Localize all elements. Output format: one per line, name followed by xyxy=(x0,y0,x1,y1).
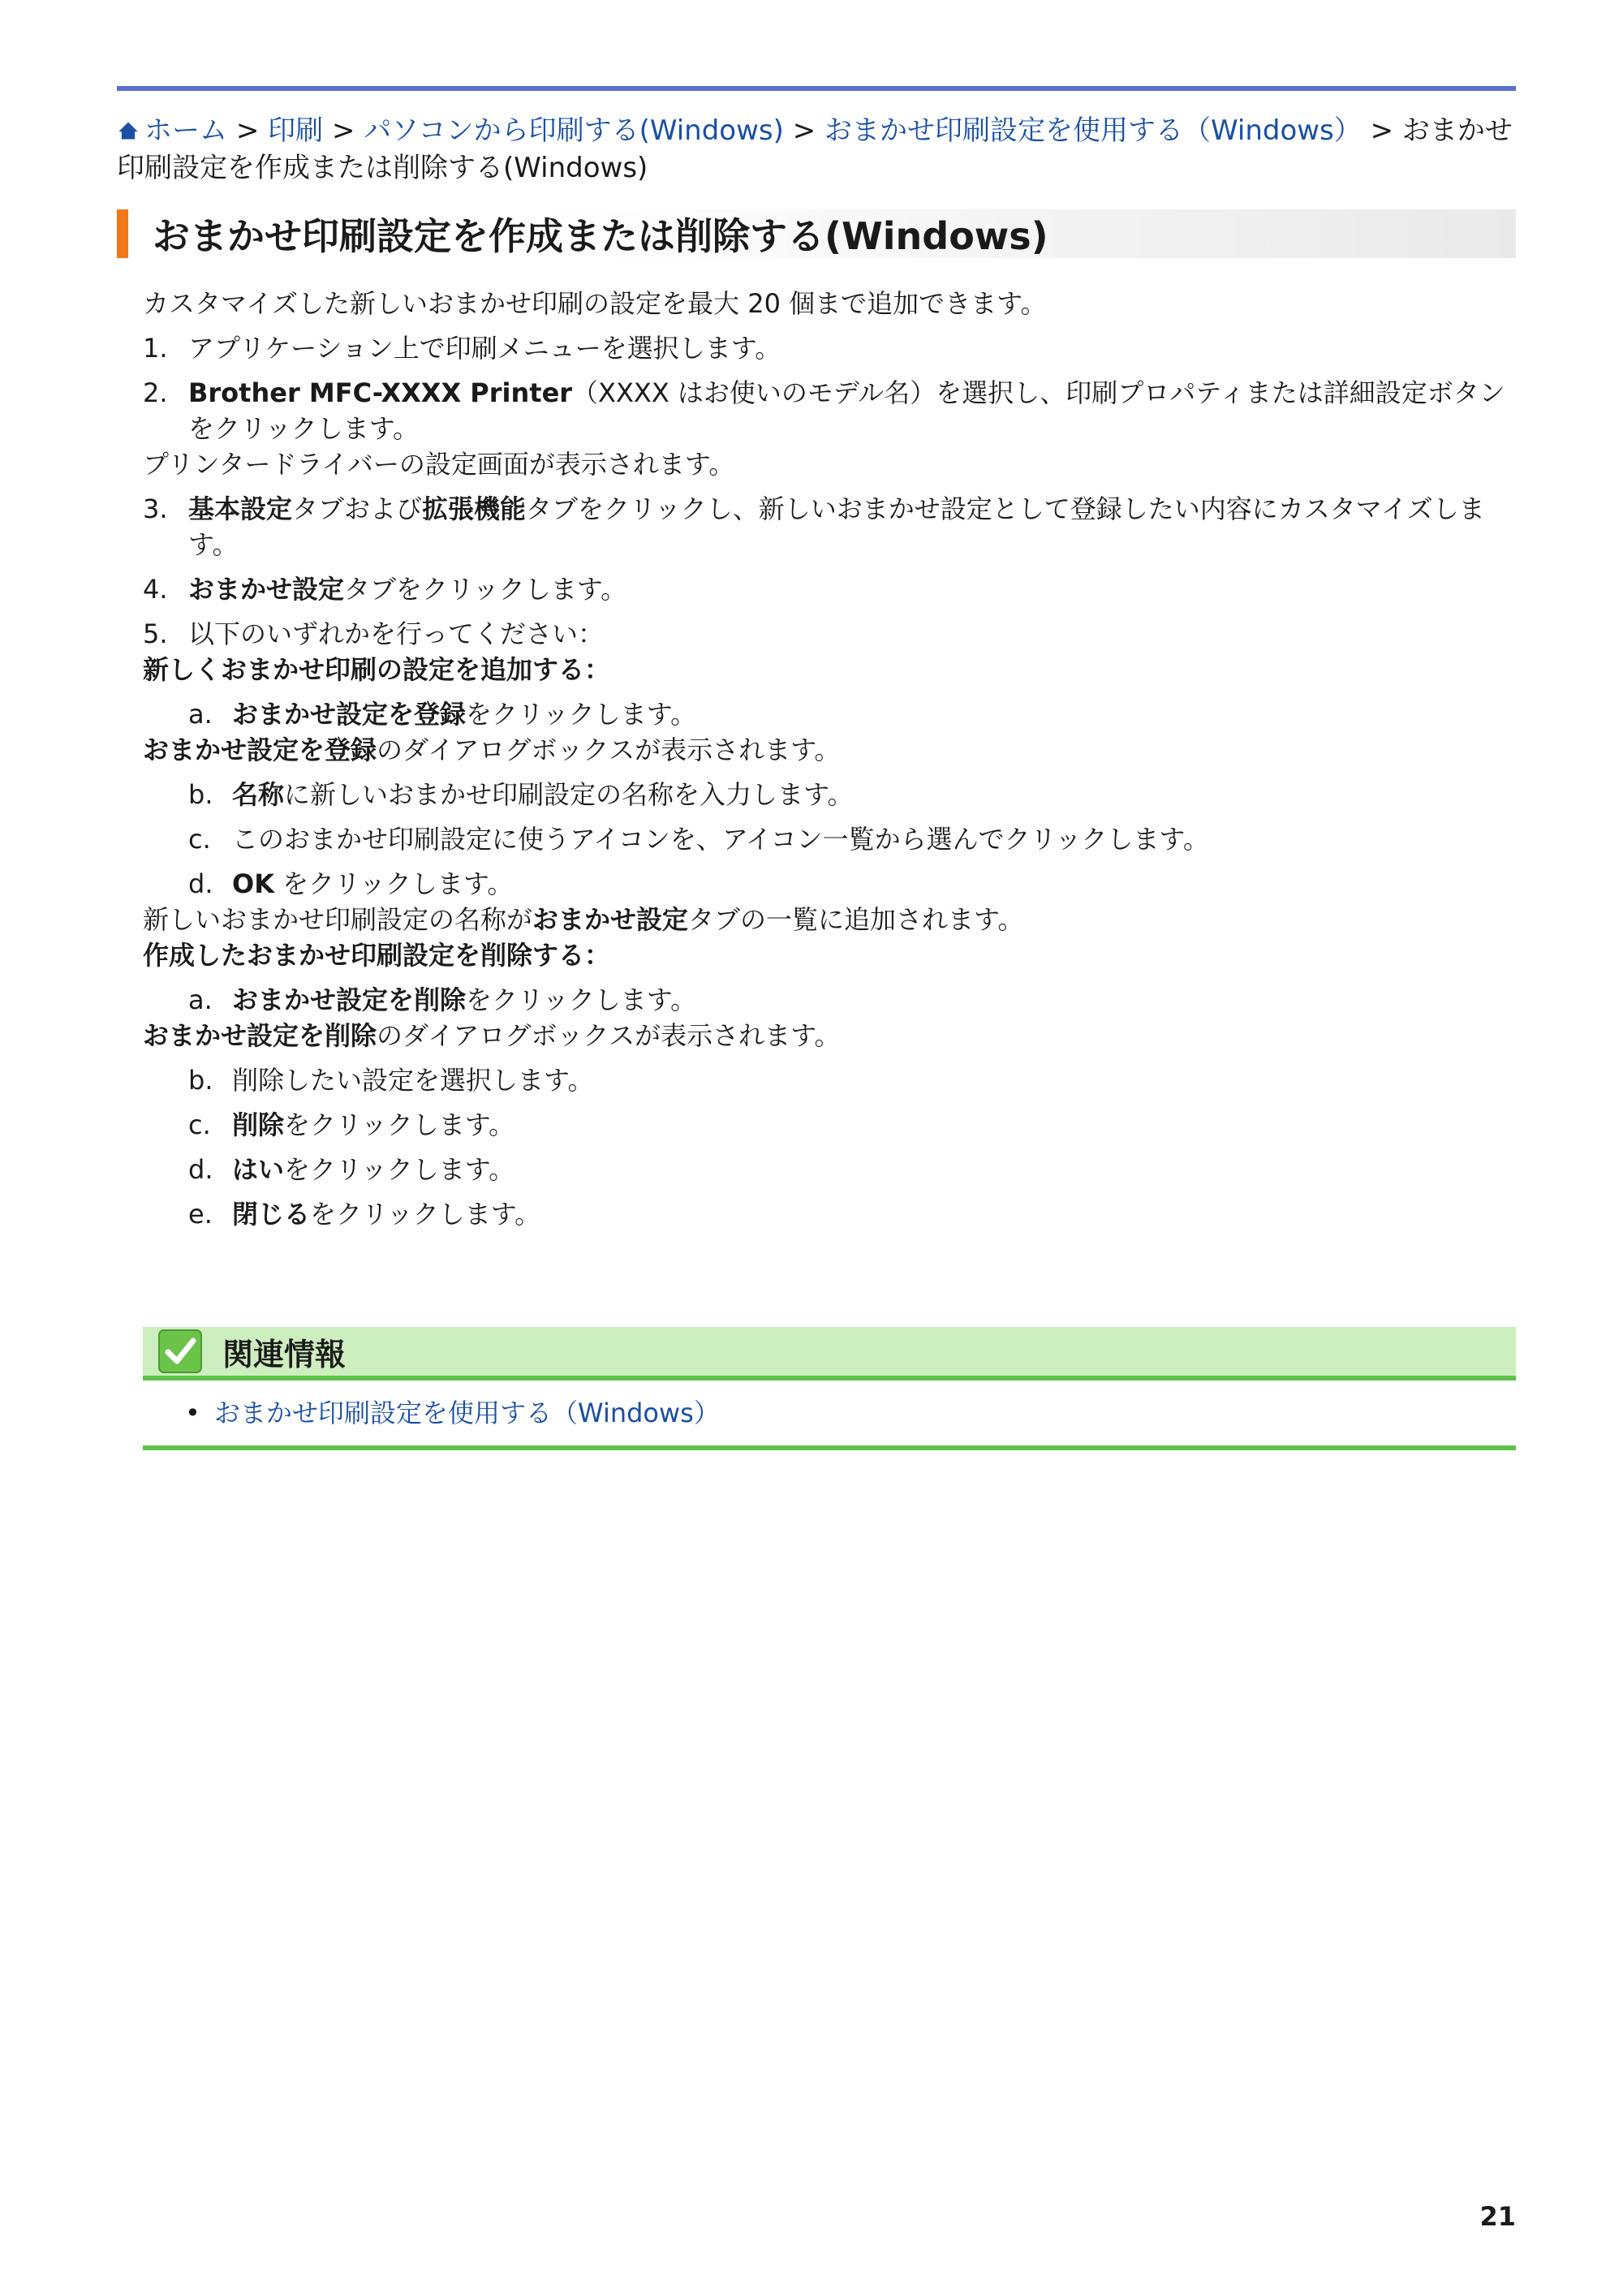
intro-text: カスタマイズした新しいおまかせ印刷の設定を最大 20 個まで追加できます。 xyxy=(143,288,1047,319)
substep-bold-text: 削除 xyxy=(232,1109,285,1140)
step-bold-text: 拡張機能 xyxy=(422,493,527,524)
breadcrumb-separator: > xyxy=(792,114,816,147)
substep-letter: d. xyxy=(188,868,213,899)
checkmark-icon xyxy=(157,1329,203,1374)
substep-letter: a. xyxy=(188,699,213,730)
delete-section-heading: 作成したおまかせ印刷設定を削除する： xyxy=(143,940,611,971)
substep-letter: c. xyxy=(188,1109,211,1140)
breadcrumb-separator: > xyxy=(235,114,260,147)
add-step-c xyxy=(143,821,1516,857)
substep-bold-text: OK xyxy=(232,868,274,899)
breadcrumb-separator: > xyxy=(1370,114,1394,147)
delete-step-a-note: おまかせ設定を削除のダイアログボックスが表示されます。 xyxy=(143,1020,841,1051)
step-text: アプリケーション上で印刷メニューを選択します。 xyxy=(188,333,781,364)
add-step-b xyxy=(143,777,1516,812)
substep-text: をクリックします。 xyxy=(284,1109,515,1140)
page-title: おまかせ印刷設定を作成または削除する(Windows) xyxy=(153,214,1048,258)
substep-bold-text: 名称 xyxy=(232,779,285,810)
related-info-box xyxy=(143,1327,1516,1450)
substep-letter: e. xyxy=(188,1199,213,1230)
title-accent-bar xyxy=(117,209,128,258)
step-bold-text: Brother MFC-XXXX Printer xyxy=(188,377,573,408)
step-3 xyxy=(143,491,1516,562)
step-text: 以下のいずれかを行ってください： xyxy=(188,618,605,649)
main-content xyxy=(143,286,1516,1232)
step-number: 4. xyxy=(143,574,168,605)
substep-letter: b. xyxy=(188,1065,213,1096)
breadcrumb-link-omakase[interactable]: おまかせ印刷設定を使用する（Windows） xyxy=(824,114,1362,147)
breadcrumb-home-link[interactable]: ホーム xyxy=(144,114,227,147)
step-bold-text: おまかせ設定 xyxy=(188,574,345,605)
step-1 xyxy=(143,330,1516,366)
substep-bold-text: はい xyxy=(232,1154,285,1185)
delete-step-b xyxy=(143,1062,1516,1098)
add-step-d-note: 新しいおまかせ印刷設定の名称がおまかせ設定タブの一覧に追加されます。 xyxy=(143,904,1024,935)
list-item xyxy=(143,1395,1516,1431)
delete-step-d xyxy=(143,1152,1516,1187)
substep-bold-text: おまかせ設定を登録 xyxy=(232,699,467,730)
step-text: （XXXX はお使いのモデル名）を選択し、印刷プロパティまたは詳細設定ボタンをクリックします。 xyxy=(188,377,1505,444)
substep-text: をクリックします。 xyxy=(284,1154,515,1185)
breadcrumb-link-pc-print[interactable]: パソコンから印刷する(Windows) xyxy=(364,114,784,147)
delete-step-c xyxy=(143,1107,1516,1143)
page-number: 21 xyxy=(1479,2201,1516,2232)
step-text: タブおよび xyxy=(292,493,423,524)
step-number: 5. xyxy=(143,618,168,649)
substep-text: このおまかせ印刷設定に使うアイコンを、アイコン一覧から選んでクリックします。 xyxy=(232,824,1209,855)
breadcrumb-current-cont: 印刷設定を作成または削除する(Windows) xyxy=(117,152,648,184)
step-text: タブをクリックします。 xyxy=(344,574,627,605)
step-number: 1. xyxy=(143,333,168,364)
add-step-a-note: おまかせ設定を登録のダイアログボックスが表示されます。 xyxy=(143,734,841,765)
breadcrumb-separator: > xyxy=(331,114,355,147)
step-bold-text: 基本設定 xyxy=(188,493,293,524)
substep-text: をクリックします。 xyxy=(274,868,514,899)
substep-letter: c. xyxy=(188,824,211,855)
add-step-a xyxy=(143,696,1516,732)
substep-text: をクリックします。 xyxy=(466,699,697,730)
step-number: 2. xyxy=(143,377,168,408)
related-link-omakase[interactable]: おまかせ印刷設定を使用する（Windows） xyxy=(214,1398,720,1428)
add-step-d xyxy=(143,866,1516,902)
step-5 xyxy=(143,616,1516,652)
substep-text: 削除したい設定を選択します。 xyxy=(232,1065,594,1096)
step-4 xyxy=(143,571,1516,607)
substep-letter: a. xyxy=(188,984,213,1015)
bullet: • xyxy=(185,1398,200,1428)
substep-bold-text: 閉じる xyxy=(232,1199,311,1230)
substep-bold-text: おまかせ設定を削除 xyxy=(232,984,467,1015)
top-rule xyxy=(117,86,1516,91)
page-title-bar xyxy=(117,209,1516,258)
substep-letter: d. xyxy=(188,1154,213,1185)
related-info-list xyxy=(143,1381,1516,1450)
substep-letter: b. xyxy=(188,779,213,810)
home-icon[interactable] xyxy=(117,119,140,142)
breadcrumb-link-print[interactable]: 印刷 xyxy=(268,114,324,147)
step-2 xyxy=(143,375,1516,446)
substep-text: をクリックします。 xyxy=(466,984,697,1015)
breadcrumb xyxy=(117,112,1516,187)
substep-text: に新しいおまかせ印刷設定の名称を入力します。 xyxy=(284,779,854,810)
step-number: 3. xyxy=(143,493,168,524)
add-section-heading: 新しくおまかせ印刷の設定を追加する： xyxy=(143,654,611,685)
related-info-header xyxy=(143,1327,1516,1381)
delete-step-a xyxy=(143,982,1516,1018)
related-info-title: 関連情報 xyxy=(222,1336,347,1372)
step-text: タブをクリックし、新しいおまかせ設定として登録したい内容にカスタマイズします。 xyxy=(188,493,1485,560)
step-2-note: プリンタードライバーの設定画面が表示されます。 xyxy=(143,449,735,480)
delete-step-e xyxy=(143,1196,1516,1232)
breadcrumb-current: おまかせ xyxy=(1401,114,1513,147)
substep-text: をクリックします。 xyxy=(310,1199,541,1230)
